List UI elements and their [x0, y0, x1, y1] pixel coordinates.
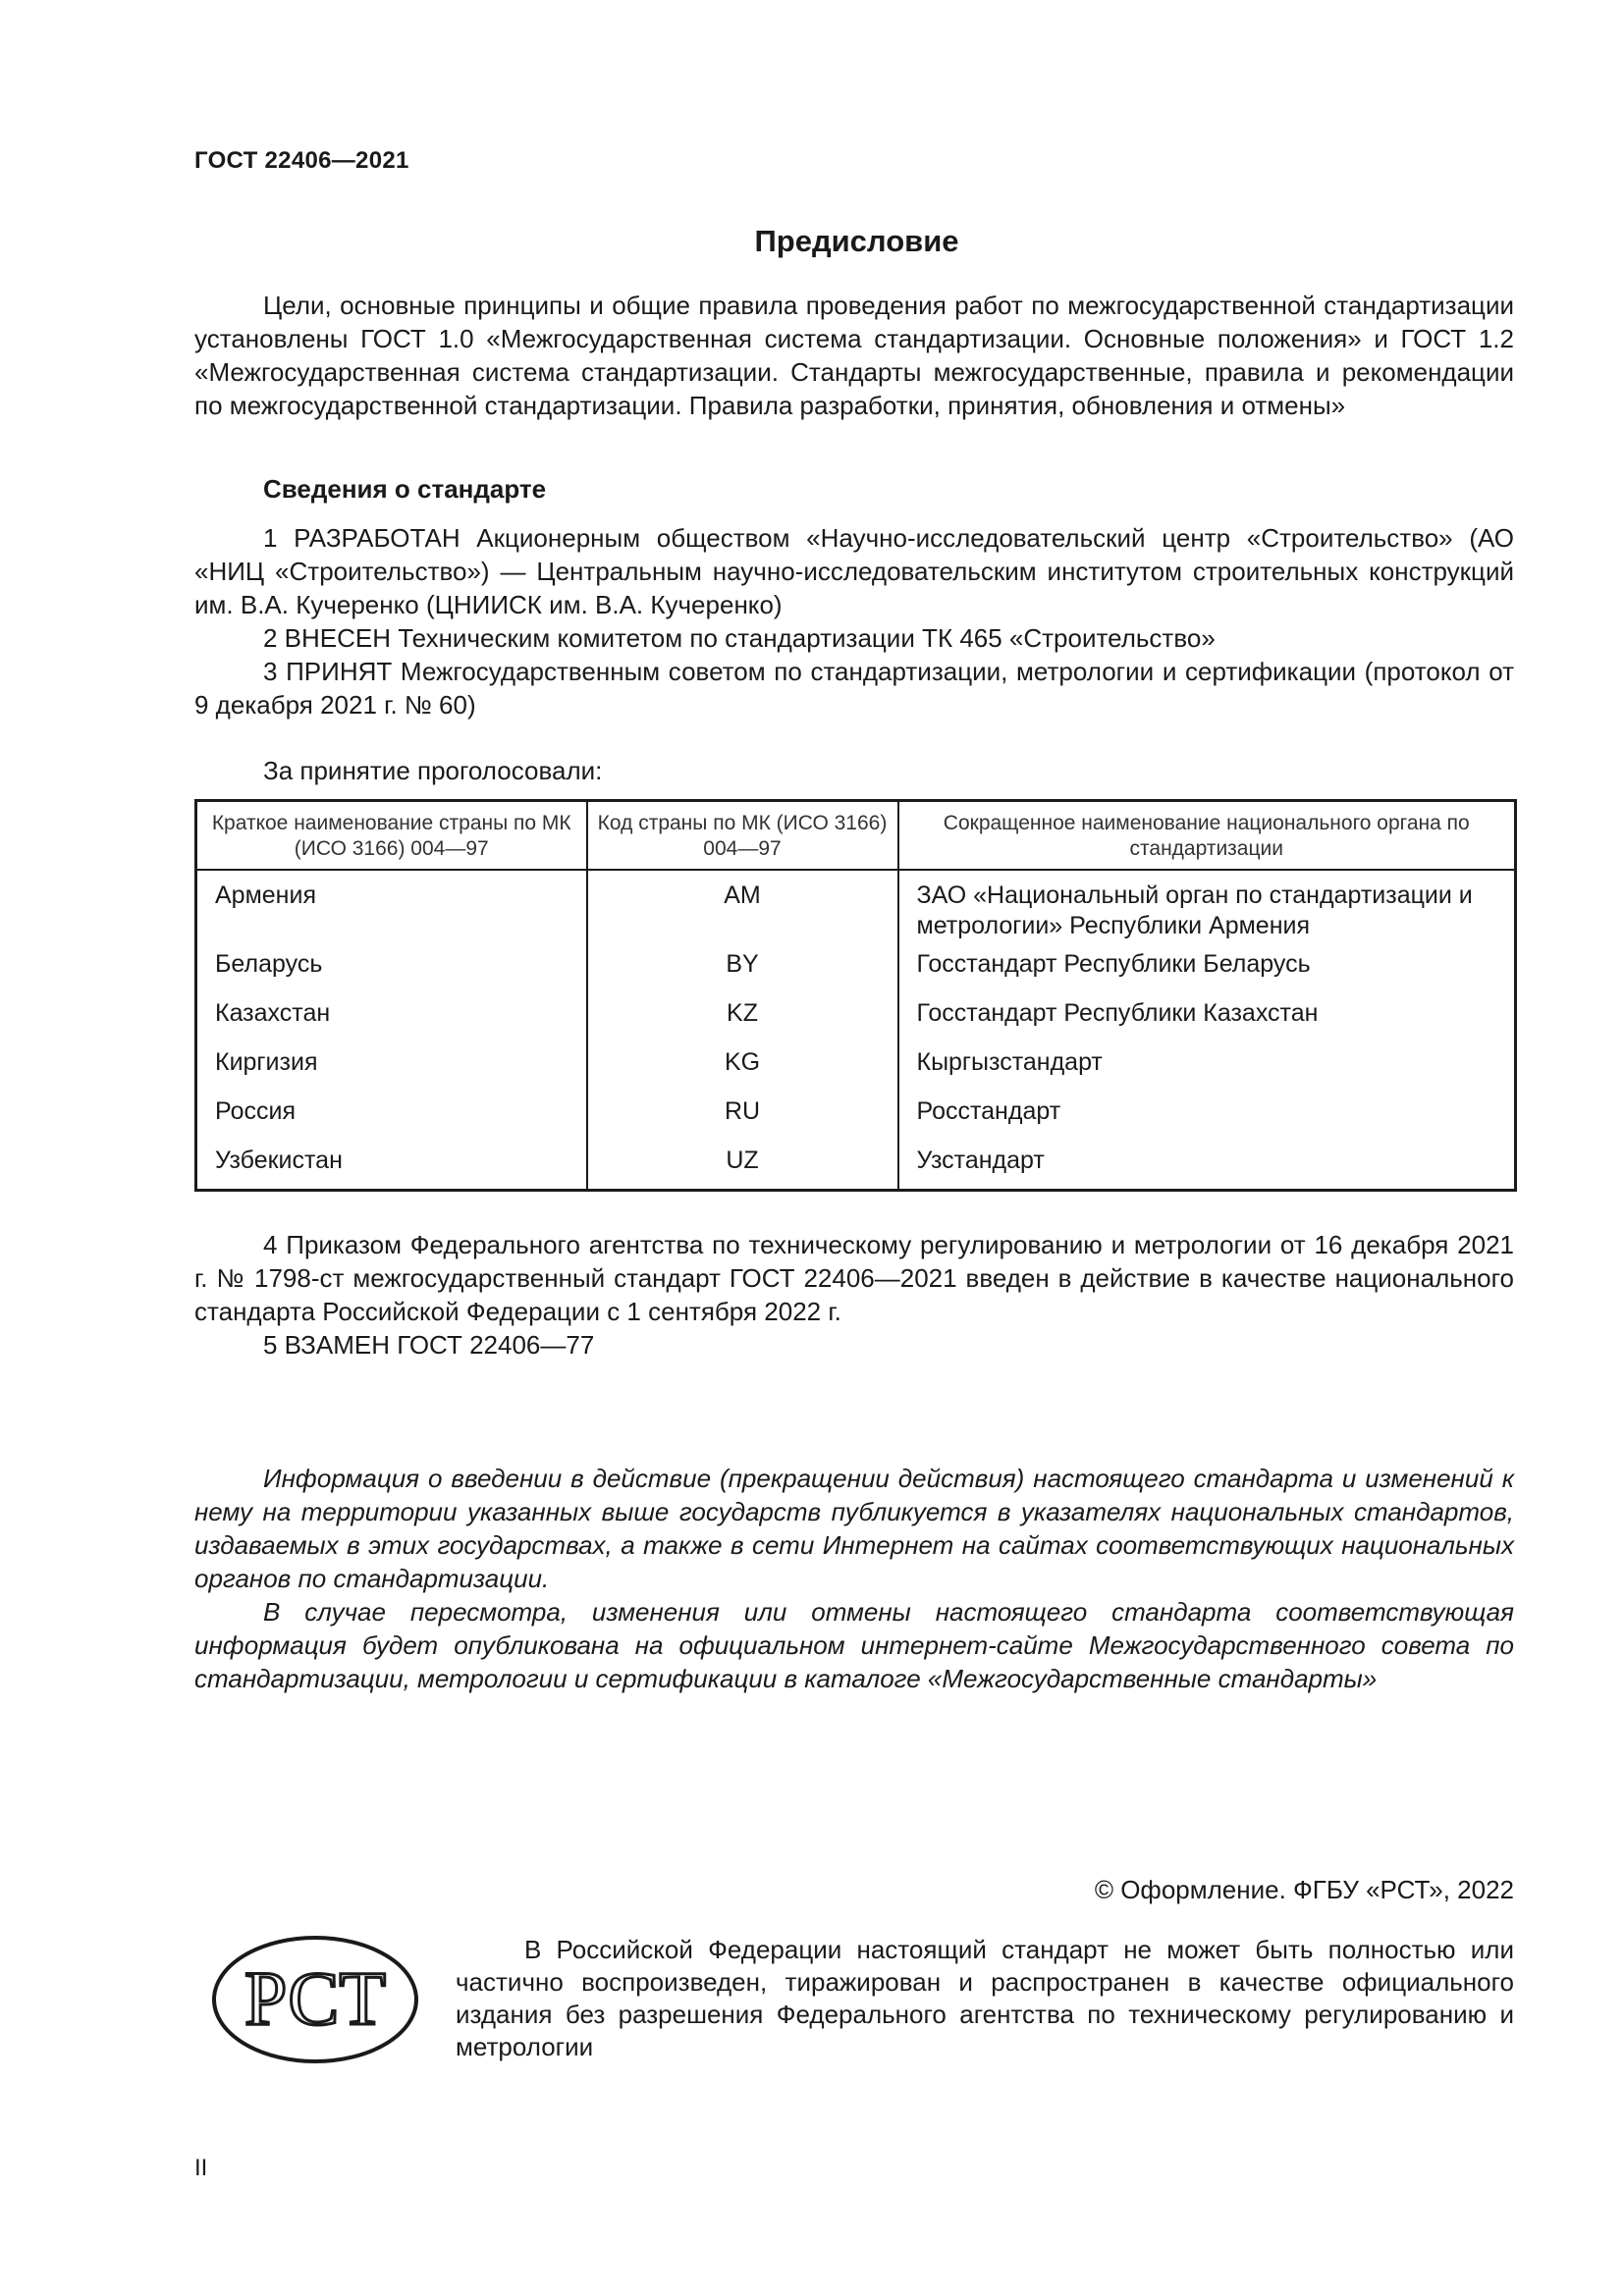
- info-item-4: 4 Приказом Федерального агентства по техническому регулированию и метрологии от 16 декабря 2021 г. № 1798-ст межгосударственный стандарт ГОСТ 22406—2021 введен в действие в качестве национального стандарта Российской Федерации с 1 сентября 2022 г.: [194, 1230, 1514, 1326]
- voting-countries-table: [194, 799, 1517, 1192]
- country-code: AM: [587, 870, 898, 949]
- table-row: [196, 870, 1516, 949]
- country-code: RU: [587, 1096, 898, 1146]
- adoption-items: [194, 1228, 1514, 1362]
- info-item-5: 5 ВЗАМЕН ГОСТ 22406—77: [263, 1330, 595, 1360]
- national-body: Госстандарт Республики Казахстан: [898, 998, 1516, 1047]
- country-name: Узбекистан: [196, 1146, 587, 1191]
- copyright-notice: [456, 1934, 1514, 2063]
- publication-notes: [194, 1462, 1514, 1695]
- country-code: UZ: [587, 1146, 898, 1191]
- national-body: ЗАО «Национальный орган по стандартизации и метрологии» Республики Армения: [898, 870, 1516, 949]
- table-row: [196, 1096, 1516, 1146]
- country-name: Киргизия: [196, 1047, 587, 1096]
- revision-note-paragraph: В случае пересмотра, изменения или отмены настоящего стандарта соответствующая информация будет опубликована на официальном интернет-сайте Межгосударственного совета по стандартизации, метрологии и сертификации в каталоге «Межгосударственные стандарты»: [194, 1597, 1514, 1693]
- country-name: Россия: [196, 1096, 587, 1146]
- table-row: [196, 998, 1516, 1047]
- column-header-body: Сокращенное наименование национального органа по стандартизации: [898, 801, 1516, 871]
- voted-label: За принятие проголосовали:: [263, 756, 603, 785]
- country-name: Казахстан: [196, 998, 587, 1047]
- info-item-3: 3 ПРИНЯТ Межгосударственным советом по стандартизации, метрологии и сертификации (протокол от 9 декабря 2021 г. № 60): [194, 657, 1514, 720]
- page-title: Предисловие: [754, 224, 959, 258]
- intro-paragraph: Цели, основные принципы и общие правила проведения работ по межгосударственной стандартизации установлены ГОСТ 1.0 «Межгосударственная система стандартизации. Основные положения» и ГОСТ 1.2 «Межгосударственная система стандартизации. Стандарты межгосударственные, правила и рекомендации по межгосударственной стандартизации. Правила разработки, принятия, обновления и отмены»: [194, 291, 1514, 420]
- country-name: Армения: [196, 870, 587, 949]
- intro-section: [194, 289, 1514, 422]
- table-row: [196, 949, 1516, 998]
- table-row: [196, 1047, 1516, 1096]
- info-item-2: 2 ВНЕСЕН Техническим комитетом по стандартизации ТК 465 «Строительство»: [263, 623, 1216, 653]
- copyright-line: © Оформление. ФГБУ «РСТ», 2022: [1094, 1875, 1514, 1904]
- country-name: Беларусь: [196, 949, 587, 998]
- national-body: Кыргызстандарт: [898, 1047, 1516, 1096]
- document-code-header: ГОСТ 22406—2021: [194, 147, 409, 174]
- column-header-code: Код страны по МК (ИСО 3166) 004—97: [587, 801, 898, 871]
- country-code: BY: [587, 949, 898, 998]
- info-item-1: 1 РАЗРАБОТАН Акционерным обществом «Научно-исследовательский центр «Строительство» (АО «НИЦ «Строительство») — Центральным научно-исследовательским институтом строительных конструкций им. В.А. Кучеренко (ЦНИИСК им. В.А. Кучеренко): [194, 523, 1514, 619]
- copyright-notice-text: В Российской Федерации настоящий стандарт не может быть полностью или частично воспроизведен, тиражирован и распространен в качестве официального издания без разрешения Федерального агентства по техническому регулированию и метрологии: [456, 1935, 1514, 2061]
- national-body: Госстандарт Республики Беларусь: [898, 949, 1516, 998]
- svg-text:РСТ: РСТ: [244, 1955, 387, 2041]
- country-code: KZ: [587, 998, 898, 1047]
- standard-info-heading: Сведения о стандарте: [263, 474, 547, 504]
- country-code: KG: [587, 1047, 898, 1096]
- table-row: [196, 1146, 1516, 1191]
- standard-info-items: [194, 521, 1514, 721]
- column-header-country: Краткое наименование страны по МК (ИСО 3166) 004—97: [196, 801, 587, 871]
- table-header-row: [196, 801, 1516, 871]
- info-note-paragraph: Информация о введении в действие (прекращении действия) настоящего стандарта и изменений к нему на территории указанных выше государств публикуется в указателях национальных стандартов, издаваемых в этих государствах, а также в сети Интернет на сайтах соответствующих национальных органов по стандартизации.: [194, 1464, 1514, 1593]
- national-body: Узстандарт: [898, 1146, 1516, 1191]
- rst-logo-icon: [210, 1934, 420, 2066]
- page-number: II: [194, 2155, 208, 2181]
- national-body: Росстандарт: [898, 1096, 1516, 1146]
